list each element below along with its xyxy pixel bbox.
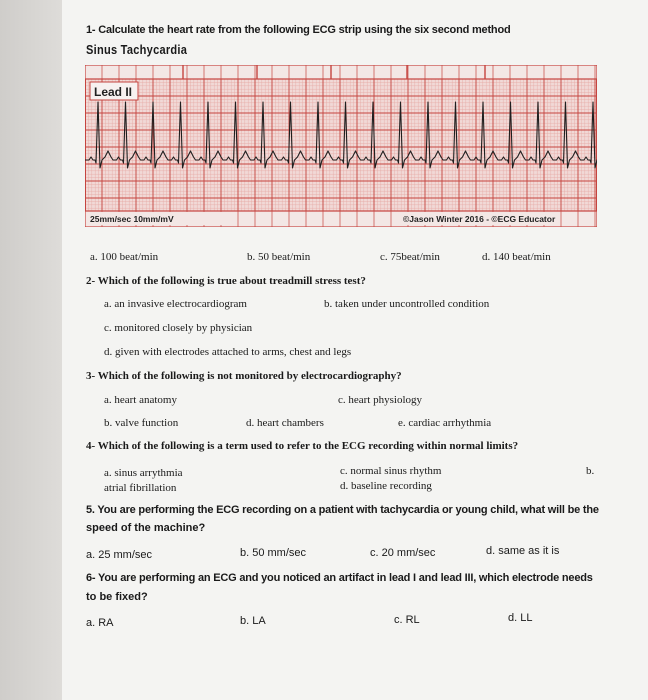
speed-label: 25mm/sec 10mm/mV: [90, 214, 174, 224]
q2-option-c: c. monitored closely by physician: [104, 322, 253, 334]
q4-option-d: d. baseline recording: [340, 480, 432, 492]
q2-option-d: d. given with electrodes attached to arms, chest and legs: [104, 346, 352, 358]
q2-option-a: a. an invasive electrocardiogram: [104, 298, 247, 310]
ecg-strip: [85, 65, 597, 227]
q2-question: 2- Which of the following is true about treadmill stress test?: [86, 275, 366, 287]
q5-option-c: c. 20 mm/sec: [370, 547, 436, 559]
q5-question-line1: 5. You are performing the ECG recording on a patient with tachycardia or young child, what will be the: [86, 504, 599, 516]
q6-option-a: a. RA: [86, 617, 114, 629]
copyright-label: ©Jason Winter 2016 - ©ECG Educator: [403, 214, 556, 224]
q3-option-d: d. heart chambers: [246, 417, 324, 429]
q4-option-c: c. normal sinus rhythm: [340, 465, 442, 477]
q4-option-b-text: atrial fibrillation: [104, 482, 177, 494]
ecg-top-band: [85, 65, 597, 79]
q6-option-d: d. LL: [508, 612, 533, 624]
q5-option-a: a. 25 mm/sec: [86, 549, 153, 561]
q1-option-c: c. 75beat/min: [380, 251, 440, 263]
q6-question-line2: to be fixed?: [86, 591, 148, 603]
q3-option-b: b. valve function: [104, 417, 179, 429]
lead-label: Lead II: [94, 85, 133, 99]
q1-option-a: a. 100 beat/min: [90, 251, 159, 263]
q3-option-c: c. heart physiology: [338, 394, 423, 406]
q6-question-line1: 6- You are performing an ECG and you noticed an artifact in lead I and lead III, which electrode needs: [86, 572, 593, 584]
q3-question: 3- Which of the following is not monitored by electrocardiography?: [86, 370, 402, 382]
q4-option-a: a. sinus arrythmia: [104, 467, 183, 479]
q6-option-c: c. RL: [394, 614, 420, 626]
q4-option-b-label: b.: [586, 465, 595, 477]
q1-option-d: d. 140 beat/min: [482, 251, 551, 263]
q5-option-b: b. 50 mm/sec: [240, 547, 307, 559]
background-shadow: [0, 0, 62, 700]
q6-option-b: b. LA: [240, 615, 266, 627]
q2-option-b: b. taken under uncontrolled condition: [324, 298, 490, 310]
q3-option-e: e. cardiac arrhythmia: [398, 417, 492, 429]
strip-title: Sinus Tachycardia: [86, 42, 188, 57]
q4-question: 4- Which of the following is a term used to refer to the ECG recording within normal limits?: [86, 440, 519, 452]
q5-option-d: d. same as it is: [486, 545, 560, 557]
q1-option-b: b. 50 beat/min: [247, 251, 311, 263]
q3-option-a: a. heart anatomy: [104, 394, 177, 406]
q5-question-line2: speed of the machine?: [86, 522, 206, 534]
q1-title: 1- Calculate the heart rate from the following ECG strip using the six second method: [86, 24, 511, 36]
